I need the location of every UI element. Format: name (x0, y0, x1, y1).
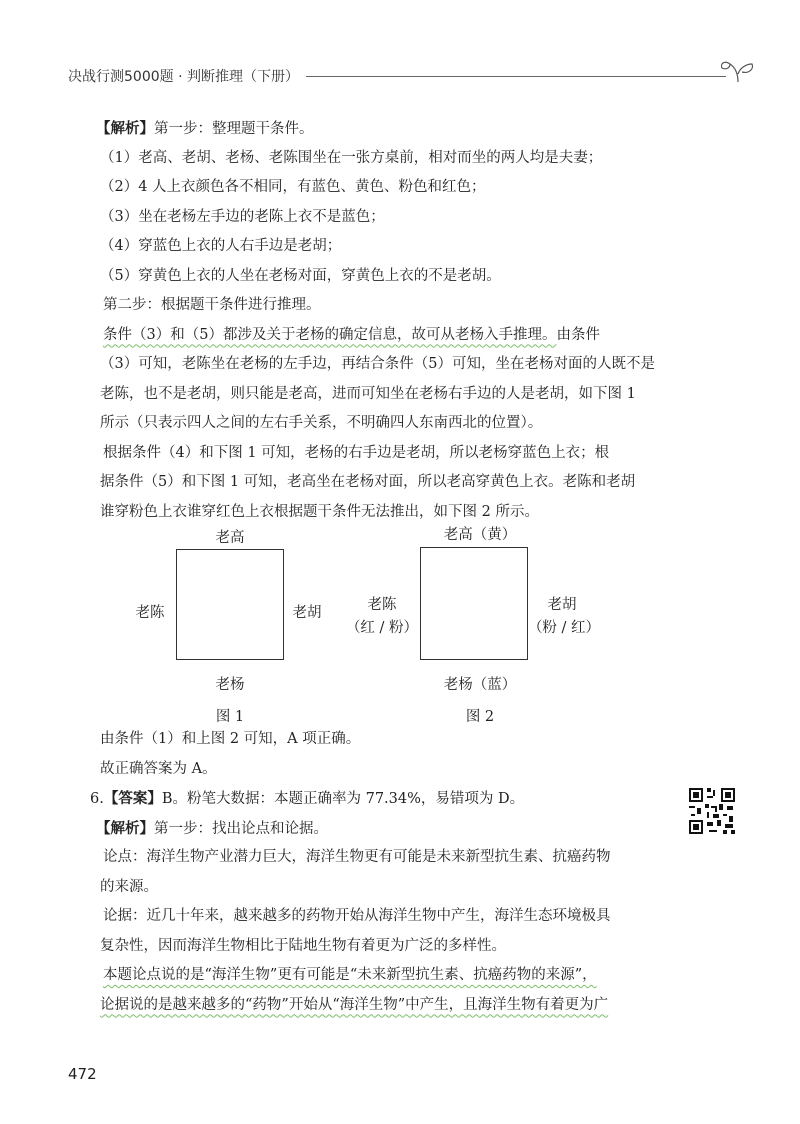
text-line: （5）穿黄色上衣的人坐在老杨对面，穿黄色上衣的不是老胡。 (100, 267, 501, 284)
figure2-bottom-label: 老杨（蓝） (443, 677, 517, 693)
analysis-tag: 【解析】 (96, 819, 154, 837)
highlighted-text: 条件（3）和（5）都涉及关于老杨的确定信息，故可从老杨入手推理。 (103, 326, 557, 343)
figure1-right-label: 老胡 (292, 605, 322, 621)
text-line: 老陈，也不是老胡，则只能是老高，进而可知坐在老杨右手边的人是老胡，如下图 1 (100, 385, 636, 402)
text-line: 谁穿粉色上衣谁穿红色上衣根据题干条件无法推出，如下图 2 所示。 (100, 503, 539, 520)
page-content (96, 114, 656, 527)
text-line: 【解析】第一步：找出论点和论据。 (96, 819, 328, 837)
text-line: 【解析】第一步：整理题干条件。 (96, 120, 314, 137)
figure1-table-square (176, 549, 284, 660)
text-line: 论点：海洋生物产业潜力巨大，海洋生物更有可能是未来新型抗生素、抗癌药物 (103, 849, 611, 865)
text-line: （4）穿蓝色上衣的人右手边是老胡； (100, 238, 342, 254)
text-line: 论据：近几十年来，越来越多的药物开始从海洋生物中产生，海洋生态环境极具 (103, 908, 611, 924)
figure1-bottom-label: 老杨 (215, 677, 245, 693)
text-line: 所示（只表示四人之间的左右手关系，不明确四人东南西北的位置）。 (100, 415, 543, 431)
highlighted-text: 论据说的是越来越多的“药物”开始从“海洋生物”中产生，且海洋生物有着更为广 (100, 996, 609, 1013)
figure1-caption: 图 1 (215, 709, 245, 725)
figure2-table-square (420, 547, 528, 660)
text-line: 第二步：根据题干条件进行推理。 (103, 297, 321, 313)
text-line: 根据条件（4）和下图 1 可知，老杨的右手边是老胡，所以老杨穿蓝色上衣；根 (103, 444, 610, 461)
text-line (100, 991, 656, 1021)
sprout-icon (718, 58, 758, 84)
highlighted-text: 本题论点说的是“海洋生物”更有可能是“未来新型抗生素、抗癌药物的来源”， (103, 967, 597, 983)
text-line: 的来源。 (100, 878, 158, 895)
figure2-left-colors: （红 / 粉） (345, 620, 419, 636)
page-number: 472 (68, 1065, 97, 1083)
text-line: 复杂性，因而海洋生物相比于陆地生物有着更为广泛的多样性。 (100, 937, 506, 954)
text-line: 条件（3）和（5）都涉及关于老杨的确定信息，故可从老杨入手推理。由条件 (103, 326, 600, 343)
text-line: 故正确答案为 A。 (100, 760, 217, 777)
figure1-top-label: 老高 (215, 530, 245, 546)
text-line: （2）4 人上衣颜色各不相同，有蓝色、黄色、粉色和红色； (100, 179, 486, 195)
figure2-top-label: 老高（黄） (443, 527, 517, 543)
text-line: 由条件（1）和上图 2 可知，A 项正确。 (100, 731, 361, 747)
page-content-lower (90, 725, 656, 1020)
analysis-tag: 【解析】 (96, 120, 154, 137)
answer-tag: 【答案】 (103, 790, 162, 807)
text-line: （3）可知，老陈坐在老杨的左手边，再结合条件（5）可知，坐在老杨对面的人既不是 (100, 356, 655, 372)
text-line: 据条件（5）和下图 1 可知，老高坐在老杨对面，所以老高穿黄色上衣。老陈和老胡 (100, 474, 636, 490)
question-number: 6. (90, 791, 104, 807)
figure2-left-name: 老陈 (367, 597, 397, 613)
book-title: 决战行测5000题 · 判断推理（下册） (68, 69, 299, 85)
qr-code-icon[interactable] (687, 786, 737, 836)
text-line: 6.【答案】B。粉笔大数据：本题正确率为 77.34%，易错项为 D。 (90, 790, 525, 807)
text-line: （3）坐在老杨左手边的老陈上衣不是蓝色； (100, 208, 385, 225)
figure2-right-name: 老胡 (547, 597, 577, 613)
figure1-left-label: 老陈 (135, 605, 165, 621)
figure2-caption: 图 2 (465, 709, 495, 725)
text-line: （1）老高、老胡、老杨、老陈围坐在一张方桌前，相对而坐的两人均是夫妻； (100, 149, 603, 166)
running-header (68, 62, 758, 92)
header-rule (306, 76, 726, 77)
figure2-right-colors: （粉 / 红） (527, 620, 601, 636)
text-line (100, 961, 656, 991)
